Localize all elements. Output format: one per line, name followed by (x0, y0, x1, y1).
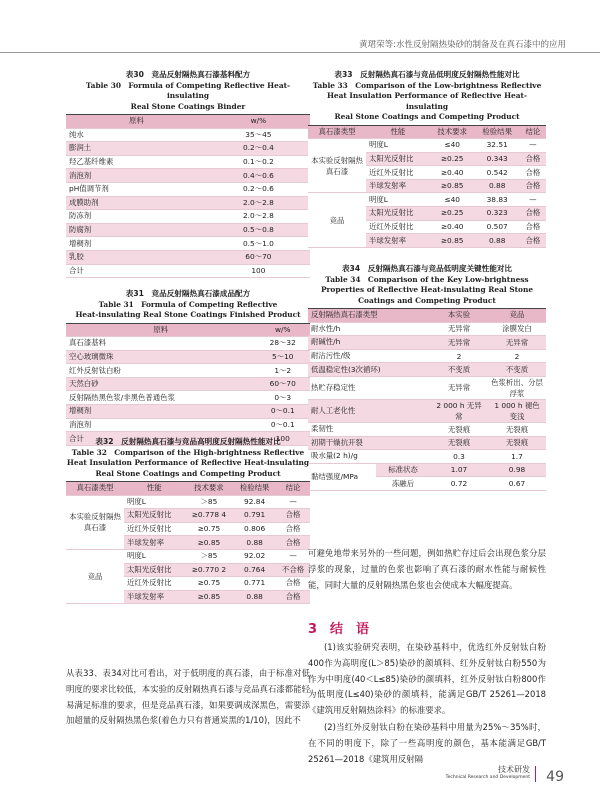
competitor-cell: 0.98 (488, 463, 546, 477)
result-cell: 0.88 (233, 536, 276, 550)
table-31-caption: 表31 竞品反射隔热真石漆成品配方 Table 31 Formula of Competing Reflective Heat-insulating Real Stone Coatings Finished Product (75, 289, 301, 319)
requirement-cell: ≥0.40 (430, 166, 475, 180)
competitor-cell: 无裂痕 (488, 422, 546, 436)
conclusion-cell: 合格 (276, 522, 310, 536)
competitor-cell: 色浆析出、分层浮浆 (488, 376, 546, 399)
table-32-caption: 表32 反射隔热真石漆与竞品高明度反射隔热性能对比 Table 32 Comparison of the High-brightness Reflective Heat Insulation Performance of Reflective Heat-insulating Real Stone Coatings and Competing Product (66, 437, 310, 478)
property-cell: 柔韧性 (308, 422, 430, 436)
competitor-cell: 1 000 h 褪色变浅 (488, 399, 546, 422)
material-cell: 反射隔热黑色浆/非黑色普通色浆 (66, 391, 255, 405)
requirement-cell: ＞85 (185, 495, 234, 509)
conclusion-cell: — (520, 139, 546, 153)
material-cell: 防冻剂 (66, 210, 207, 224)
conclusion-cell: 合格 (520, 207, 546, 221)
header-row (66, 482, 310, 496)
material-cell: 红外反射钛白粉 (66, 364, 255, 378)
percent-cell: 5～10 (255, 350, 310, 364)
table-row (66, 549, 310, 563)
bond-strength-label: 黏结强度/MPa (308, 463, 376, 490)
column-header: 性能 (124, 482, 185, 496)
requirement-cell: ≥0.85 (185, 590, 234, 604)
requirement-cell: ≥0.85 (185, 536, 234, 550)
result-cell: 0.771 (233, 577, 276, 591)
property-cell: 近红外反射比 (366, 166, 430, 180)
table-row (66, 237, 310, 251)
percent-cell: 60～70 (255, 377, 310, 391)
table-row (308, 450, 546, 464)
requirement-cell: ≤40 (430, 139, 475, 153)
left-paragraph: 从表33、表34对比可看出，对于低明度的真石漆，由于标准对低明度的要求比较低，本实验的反射隔热真石漆与竞品真石漆都能轻易满足标准的要求，但是竞品真石漆，如果要调成深黑色，需要添加超量的反射隔热黑色浆(着色力只有普通炭黑的1/10)，因此不 (66, 668, 310, 726)
result-cell: 0.343 (475, 152, 520, 166)
requirement-cell: ＞85 (185, 549, 234, 563)
material-cell: 真石漆基料 (66, 337, 255, 351)
competitor-cell: 1.7 (488, 450, 546, 464)
property-cell: 太阳光反射比 (366, 152, 430, 166)
table-31 (66, 323, 310, 446)
conclusion-cell: 合格 (520, 152, 546, 166)
requirement-cell: ≥0.778 4 (185, 509, 234, 523)
table-row (66, 142, 310, 156)
table-32-block (66, 437, 310, 604)
result-cell: 92.02 (233, 549, 276, 563)
requirement-cell: ≥0.85 (430, 179, 475, 193)
result-cell: 0.764 (233, 563, 276, 577)
table-33 (308, 125, 546, 248)
column-header: w/% (207, 115, 310, 129)
header-row (308, 125, 546, 139)
column-header: 技术要求 (430, 125, 475, 139)
property-cell: 半球发射率 (124, 536, 185, 550)
column-header: w/% (255, 323, 310, 337)
table-34-block (308, 264, 546, 491)
requirement-cell: ≥0.770 2 (185, 563, 234, 577)
percent-cell: 0.4～0.6 (207, 169, 310, 183)
property-cell: 近红外反射比 (366, 220, 430, 234)
result-cell: 0.507 (475, 220, 520, 234)
table-row (308, 336, 546, 350)
result-cell: 0.88 (475, 234, 520, 248)
material-cell: 消泡剂 (66, 169, 207, 183)
column-header: 真石漆类型 (66, 482, 124, 496)
table-row (66, 182, 310, 196)
conclusion-cell: 合格 (276, 509, 310, 523)
table-row (308, 399, 546, 422)
property-cell: 近红外反射比 (124, 522, 185, 536)
column-header: 反射隔热真石漆类型 (308, 309, 430, 323)
result-cell: 0.806 (233, 522, 276, 536)
percent-cell: 0～3 (255, 391, 310, 405)
material-cell: 乳胶 (66, 250, 207, 264)
competitor-cell: 无异常 (488, 336, 546, 350)
experiment-cell: 无异常 (430, 322, 488, 336)
experiment-cell: 0.72 (430, 477, 488, 491)
percent-cell: 1～2 (255, 364, 310, 378)
percent-cell: 0～0.1 (255, 418, 310, 432)
footer-section-title: 技术研发 Technical Research and Development (445, 765, 530, 780)
material-cell: 合计 (66, 264, 207, 278)
conclusion-cell: 不合格 (276, 563, 310, 577)
column-header: 原料 (66, 115, 207, 129)
requirement-cell: ≥0.40 (430, 220, 475, 234)
result-cell: 32.51 (475, 139, 520, 153)
percent-cell: 0.5～0.8 (207, 223, 310, 237)
competitor-cell: 不变质 (488, 363, 546, 377)
table-row (66, 210, 310, 224)
conclusion-cell: — (276, 495, 310, 509)
property-cell: 明度L (124, 549, 185, 563)
table-row (66, 223, 310, 237)
table-34-caption: 表34 反射隔热真石漆与竞品低明度关键性能对比 Table 34 Comparison of the Key Low-brightness Properties of Reflective Heat-insulating Real Stone Coatings and Competing Product (320, 264, 534, 305)
requirement-cell: ≤40 (430, 193, 475, 207)
percent-cell: 60～70 (207, 250, 310, 264)
material-cell: 天然白砂 (66, 377, 255, 391)
percent-cell: 0.2～0.6 (207, 182, 310, 196)
experiment-cell: 2 (430, 349, 488, 363)
column-header: 检验结果 (233, 482, 276, 496)
right-paragraph-2: (1)该实验研究表明，在染砂基料中，优选红外反射钛白粉400作为高明度(L＞85)染砂的颜填料、红外反射钛白粉550为作为中明度(40＜L≤85)染砂的颜填料，红外反射钛白粉800作为低明度(L≤40)染砂的颜填料，能满足GB/T 25261—2018《建筑用反射隔热涂料》的标准要求。 (308, 642, 546, 716)
percent-cell: 2.0～2.8 (207, 210, 310, 224)
percent-cell: 35～45 (207, 128, 310, 142)
percent-cell: 0.2～0.4 (207, 142, 310, 156)
property-cell: 半球发射率 (366, 179, 430, 193)
requirement-cell: ≥0.25 (430, 207, 475, 221)
property-cell: 耐沾污性/级 (308, 349, 430, 363)
percent-cell: 28～32 (255, 337, 310, 351)
property-cell: 太阳光反射比 (124, 509, 185, 523)
column-header: 性能 (366, 125, 430, 139)
table-row (308, 422, 546, 436)
percent-cell: 0.5～1.0 (207, 237, 310, 251)
table-row (66, 337, 310, 351)
requirement-cell: ≥0.75 (185, 522, 234, 536)
table-row (66, 377, 310, 391)
property-cell: 明度L (124, 495, 185, 509)
table-30 (66, 114, 310, 278)
column-header: 结论 (520, 125, 546, 139)
table-row (308, 436, 546, 450)
experiment-cell: 1.07 (430, 463, 488, 477)
experiment-cell: 不变质 (430, 363, 488, 377)
material-cell: 膨润土 (66, 142, 207, 156)
material-cell: pH值调节剂 (66, 182, 207, 196)
conclusion-cell: 合格 (276, 577, 310, 591)
material-cell: 空心玻璃微珠 (66, 350, 255, 364)
property-cell: 吸水量(2 h)/g (308, 450, 430, 464)
group-label-cell: 本实验反射隔热真石漆 (308, 139, 366, 193)
requirement-cell: ≥0.85 (430, 234, 475, 248)
result-cell: 92.84 (233, 495, 276, 509)
competitor-cell: 涂膜发白 (488, 322, 546, 336)
experiment-cell: 2 000 h 无异常 (430, 399, 488, 422)
competitor-cell: 2 (488, 349, 546, 363)
column-header: 技术要求 (185, 482, 234, 496)
material-cell: 增稠剂 (66, 405, 255, 419)
requirement-cell: ≥0.75 (185, 577, 234, 591)
table-33-block (308, 70, 546, 248)
conclusion-cell: 合格 (276, 536, 310, 550)
percent-cell: 100 (207, 264, 310, 278)
header-row (308, 309, 546, 323)
conclusion-cell: 合格 (520, 220, 546, 234)
material-cell: 消泡剂 (66, 418, 255, 432)
table-31-block (66, 289, 310, 446)
table-34 (308, 308, 546, 491)
table-row (308, 463, 546, 477)
table-row (66, 128, 310, 142)
table-row (66, 350, 310, 364)
column-header: 结论 (276, 482, 310, 496)
conclusion-cell: 合格 (276, 590, 310, 604)
table-32 (66, 481, 310, 604)
table-row (66, 405, 310, 419)
table-row (66, 155, 310, 169)
condition-cell: 冻融后 (376, 477, 430, 491)
table-30-caption: 表30 竞品反射隔热真石漆基料配方 Table 30 Formula of Competing Reflective Heat-insulating Real Stone Coatings Binder (85, 70, 291, 111)
conclusion-cell: — (276, 549, 310, 563)
experiment-cell: 无裂痕 (430, 436, 488, 450)
column-header: 检验结果 (475, 125, 520, 139)
header-rule (0, 52, 600, 53)
condition-cell: 标准状态 (376, 463, 430, 477)
table-row (308, 376, 546, 399)
result-cell: 38.83 (475, 193, 520, 207)
percent-cell: 0.1～0.2 (207, 155, 310, 169)
column-header: 真石漆类型 (308, 125, 366, 139)
property-cell: 耐水性/h (308, 322, 430, 336)
percent-cell: 2.0～2.8 (207, 196, 310, 210)
footer-divider (535, 766, 536, 782)
table-row (66, 169, 310, 183)
conclusion-cell: — (520, 193, 546, 207)
page-number: 49 (546, 769, 564, 785)
experiment-cell: 无异常 (430, 336, 488, 350)
requirement-cell: ≥0.25 (430, 152, 475, 166)
table-row (66, 196, 310, 210)
table-row (66, 418, 310, 432)
property-cell: 明度L (366, 193, 430, 207)
material-cell: 防腐剂 (66, 223, 207, 237)
table-row (66, 391, 310, 405)
material-cell: 成膜助剂 (66, 196, 207, 210)
section-heading: 3 结 语 (308, 622, 370, 637)
header-row (66, 323, 310, 337)
property-cell: 近红外反射比 (124, 577, 185, 591)
property-cell: 太阳光反射比 (366, 207, 430, 221)
property-cell: 热贮存稳定性 (308, 376, 430, 399)
experiment-cell: 无异常 (430, 376, 488, 399)
property-cell: 半球发射率 (124, 590, 185, 604)
property-cell: 耐人工老化性 (308, 399, 430, 422)
running-header: 黄珺荣等:水性反射隔热染砂的制备及在真石漆中的应用 (359, 40, 566, 50)
result-cell: 0.791 (233, 509, 276, 523)
competitor-cell: 0.67 (488, 477, 546, 491)
table-33-caption: 表33 反射隔热真石漆与竞品低明度反射隔热性能对比 Table 33 Comparison of the Low-brightness Reflective Heat Insulation Performance of Reflective Heat-insulating Real Stone Coatings and Competing Product (312, 70, 542, 121)
property-cell: 耐碱性/h (308, 336, 430, 350)
conclusion-cell: 合格 (520, 234, 546, 248)
group-label-cell: 本实验反射隔热真石漆 (66, 495, 124, 549)
table-row (66, 364, 310, 378)
experiment-cell: 无裂痕 (430, 422, 488, 436)
table-row (308, 139, 546, 153)
conclusion-cell: 合格 (520, 166, 546, 180)
material-cell: 增稠剂 (66, 237, 207, 251)
property-cell: 半球发射率 (366, 234, 430, 248)
percent-cell: 100 (255, 432, 310, 446)
material-cell: 纯水 (66, 128, 207, 142)
table-row (66, 264, 310, 278)
table-row (66, 495, 310, 509)
column-header: 竞品 (488, 309, 546, 323)
table-row (308, 363, 546, 377)
material-cell: 羟乙基纤维素 (66, 155, 207, 169)
conclusion-cell: 合格 (520, 179, 546, 193)
table-30-block (66, 70, 310, 278)
property-cell: 初期干燥抗开裂 (308, 436, 430, 450)
result-cell: 0.323 (475, 207, 520, 221)
column-header: 本实验 (430, 309, 488, 323)
table-row (308, 193, 546, 207)
right-paragraph-1: 可避免地带来另外的一些问题，例如热贮存过后会出现色浆分层浮浆的现象，过量的色浆也影响了真石漆的耐水性能与耐候性能，同时大量的反射隔热黑色浆也会使成本大幅度提高。 (308, 548, 546, 590)
group-label-cell: 竞品 (308, 193, 366, 247)
property-cell: 太阳光反射比 (124, 563, 185, 577)
result-cell: 0.542 (475, 166, 520, 180)
result-cell: 0.88 (233, 590, 276, 604)
table-row (308, 349, 546, 363)
competitor-cell: 无裂痕 (488, 436, 546, 450)
table-row (308, 322, 546, 336)
material-cell: 合计 (66, 432, 255, 446)
table-row (66, 250, 310, 264)
group-label-cell: 竞品 (66, 549, 124, 603)
result-cell: 0.88 (475, 179, 520, 193)
experiment-cell: 0.3 (430, 450, 488, 464)
column-header: 原料 (66, 323, 255, 337)
property-cell: 明度L (366, 139, 430, 153)
percent-cell: 0～0.1 (255, 405, 310, 419)
property-cell: 低温稳定性(3次循环) (308, 363, 430, 377)
right-paragraph-3: (2)当红外反射钛白粉在染砂基料中用量为25%～35%时，在不同的明度下，除了一些高明度的颜色，基本能满足GB/T 25261—2018《建筑用反射隔 (308, 722, 546, 764)
header-row (66, 115, 310, 129)
